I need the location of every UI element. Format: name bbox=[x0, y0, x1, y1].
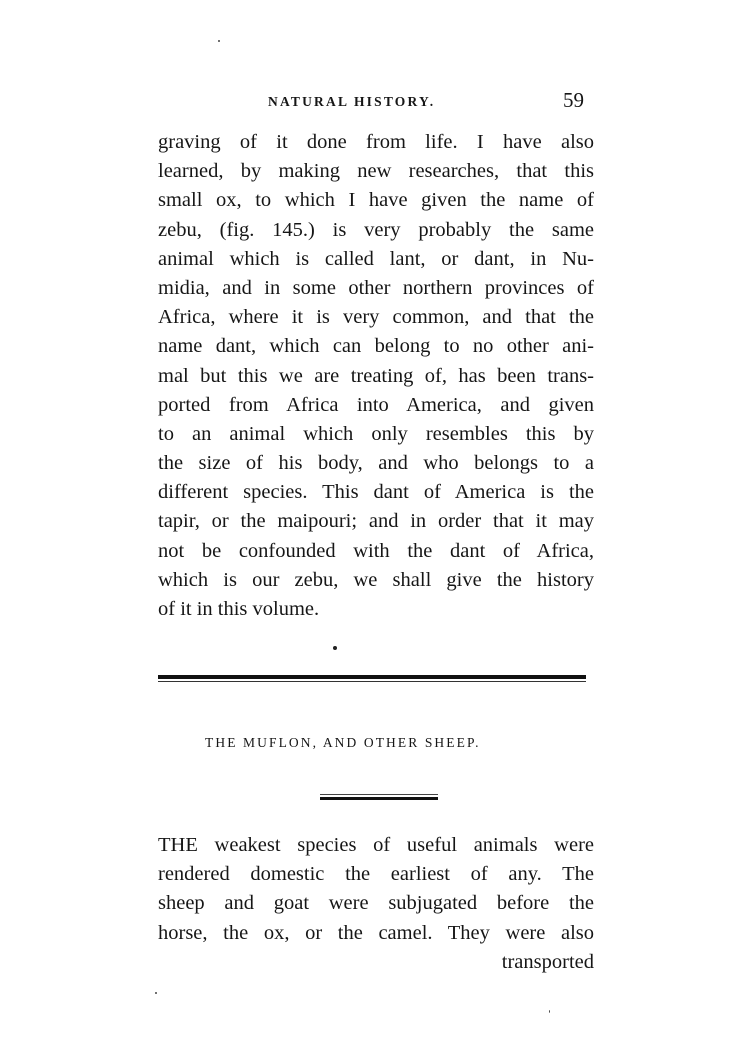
text-line: graving of it done from life. I have also bbox=[158, 131, 594, 153]
rule-thin-line bbox=[320, 794, 438, 795]
text-line: learned, by making new researches, that this bbox=[158, 160, 594, 183]
rule-thick-line bbox=[320, 797, 438, 800]
text-line: zebu, (fig. 145.) is very probably the same bbox=[158, 218, 594, 241]
text-line: animal which is called lant, or dant, in Nu- bbox=[158, 247, 594, 270]
page-number: 59 bbox=[563, 88, 584, 112]
text-line: name dant, which can belong to no other ani- bbox=[158, 335, 594, 358]
text-line: different species. This dant of America is the bbox=[158, 481, 594, 504]
ink-speck bbox=[549, 1010, 550, 1013]
section-heading: THE MUFLON, AND OTHER SHEEP. bbox=[205, 735, 481, 750]
text-line: to an animal which only resembles this by bbox=[158, 422, 594, 445]
text-line: which is our zebu, we shall give the history bbox=[158, 568, 594, 591]
text-line: not be confounded with the dant of Africa, bbox=[158, 539, 594, 562]
running-header bbox=[0, 88, 750, 116]
section-divider-rule bbox=[158, 675, 586, 683]
text-line: midia, and in some other northern provinces of bbox=[158, 276, 594, 299]
text-line: of it in this volume. bbox=[158, 598, 320, 620]
text-line: tapir, or the maipouri; and in order that it may bbox=[158, 510, 594, 533]
ink-dot bbox=[333, 646, 337, 650]
text-line: the size of his body, and who belongs to a bbox=[158, 452, 594, 475]
ink-speck bbox=[218, 40, 220, 42]
text-line: mal but this we are treating of, has been trans- bbox=[158, 364, 594, 387]
catchword: transported bbox=[501, 950, 594, 973]
text-line: THE weakest species of useful animals were bbox=[158, 834, 594, 856]
text-line: small ox, to which I have given the name of bbox=[158, 189, 594, 212]
text-line: sheep and goat were subjugated before the bbox=[158, 892, 594, 915]
rule-thin-line bbox=[158, 681, 586, 682]
ink-speck bbox=[155, 992, 157, 994]
running-title: NATURAL HISTORY. bbox=[268, 94, 436, 109]
text-line: rendered domestic the earliest of any. The bbox=[158, 863, 594, 886]
text-line: horse, the ox, or the camel. They were also bbox=[158, 921, 594, 944]
heading-underline-rule bbox=[320, 794, 438, 800]
text-line: Africa, where it is very common, and that the bbox=[158, 306, 594, 329]
rule-thick-line bbox=[158, 675, 586, 679]
paragraph-sheep bbox=[158, 831, 594, 977]
text-line: ported from Africa into America, and given bbox=[158, 393, 594, 416]
paragraph-zebu bbox=[158, 128, 594, 624]
